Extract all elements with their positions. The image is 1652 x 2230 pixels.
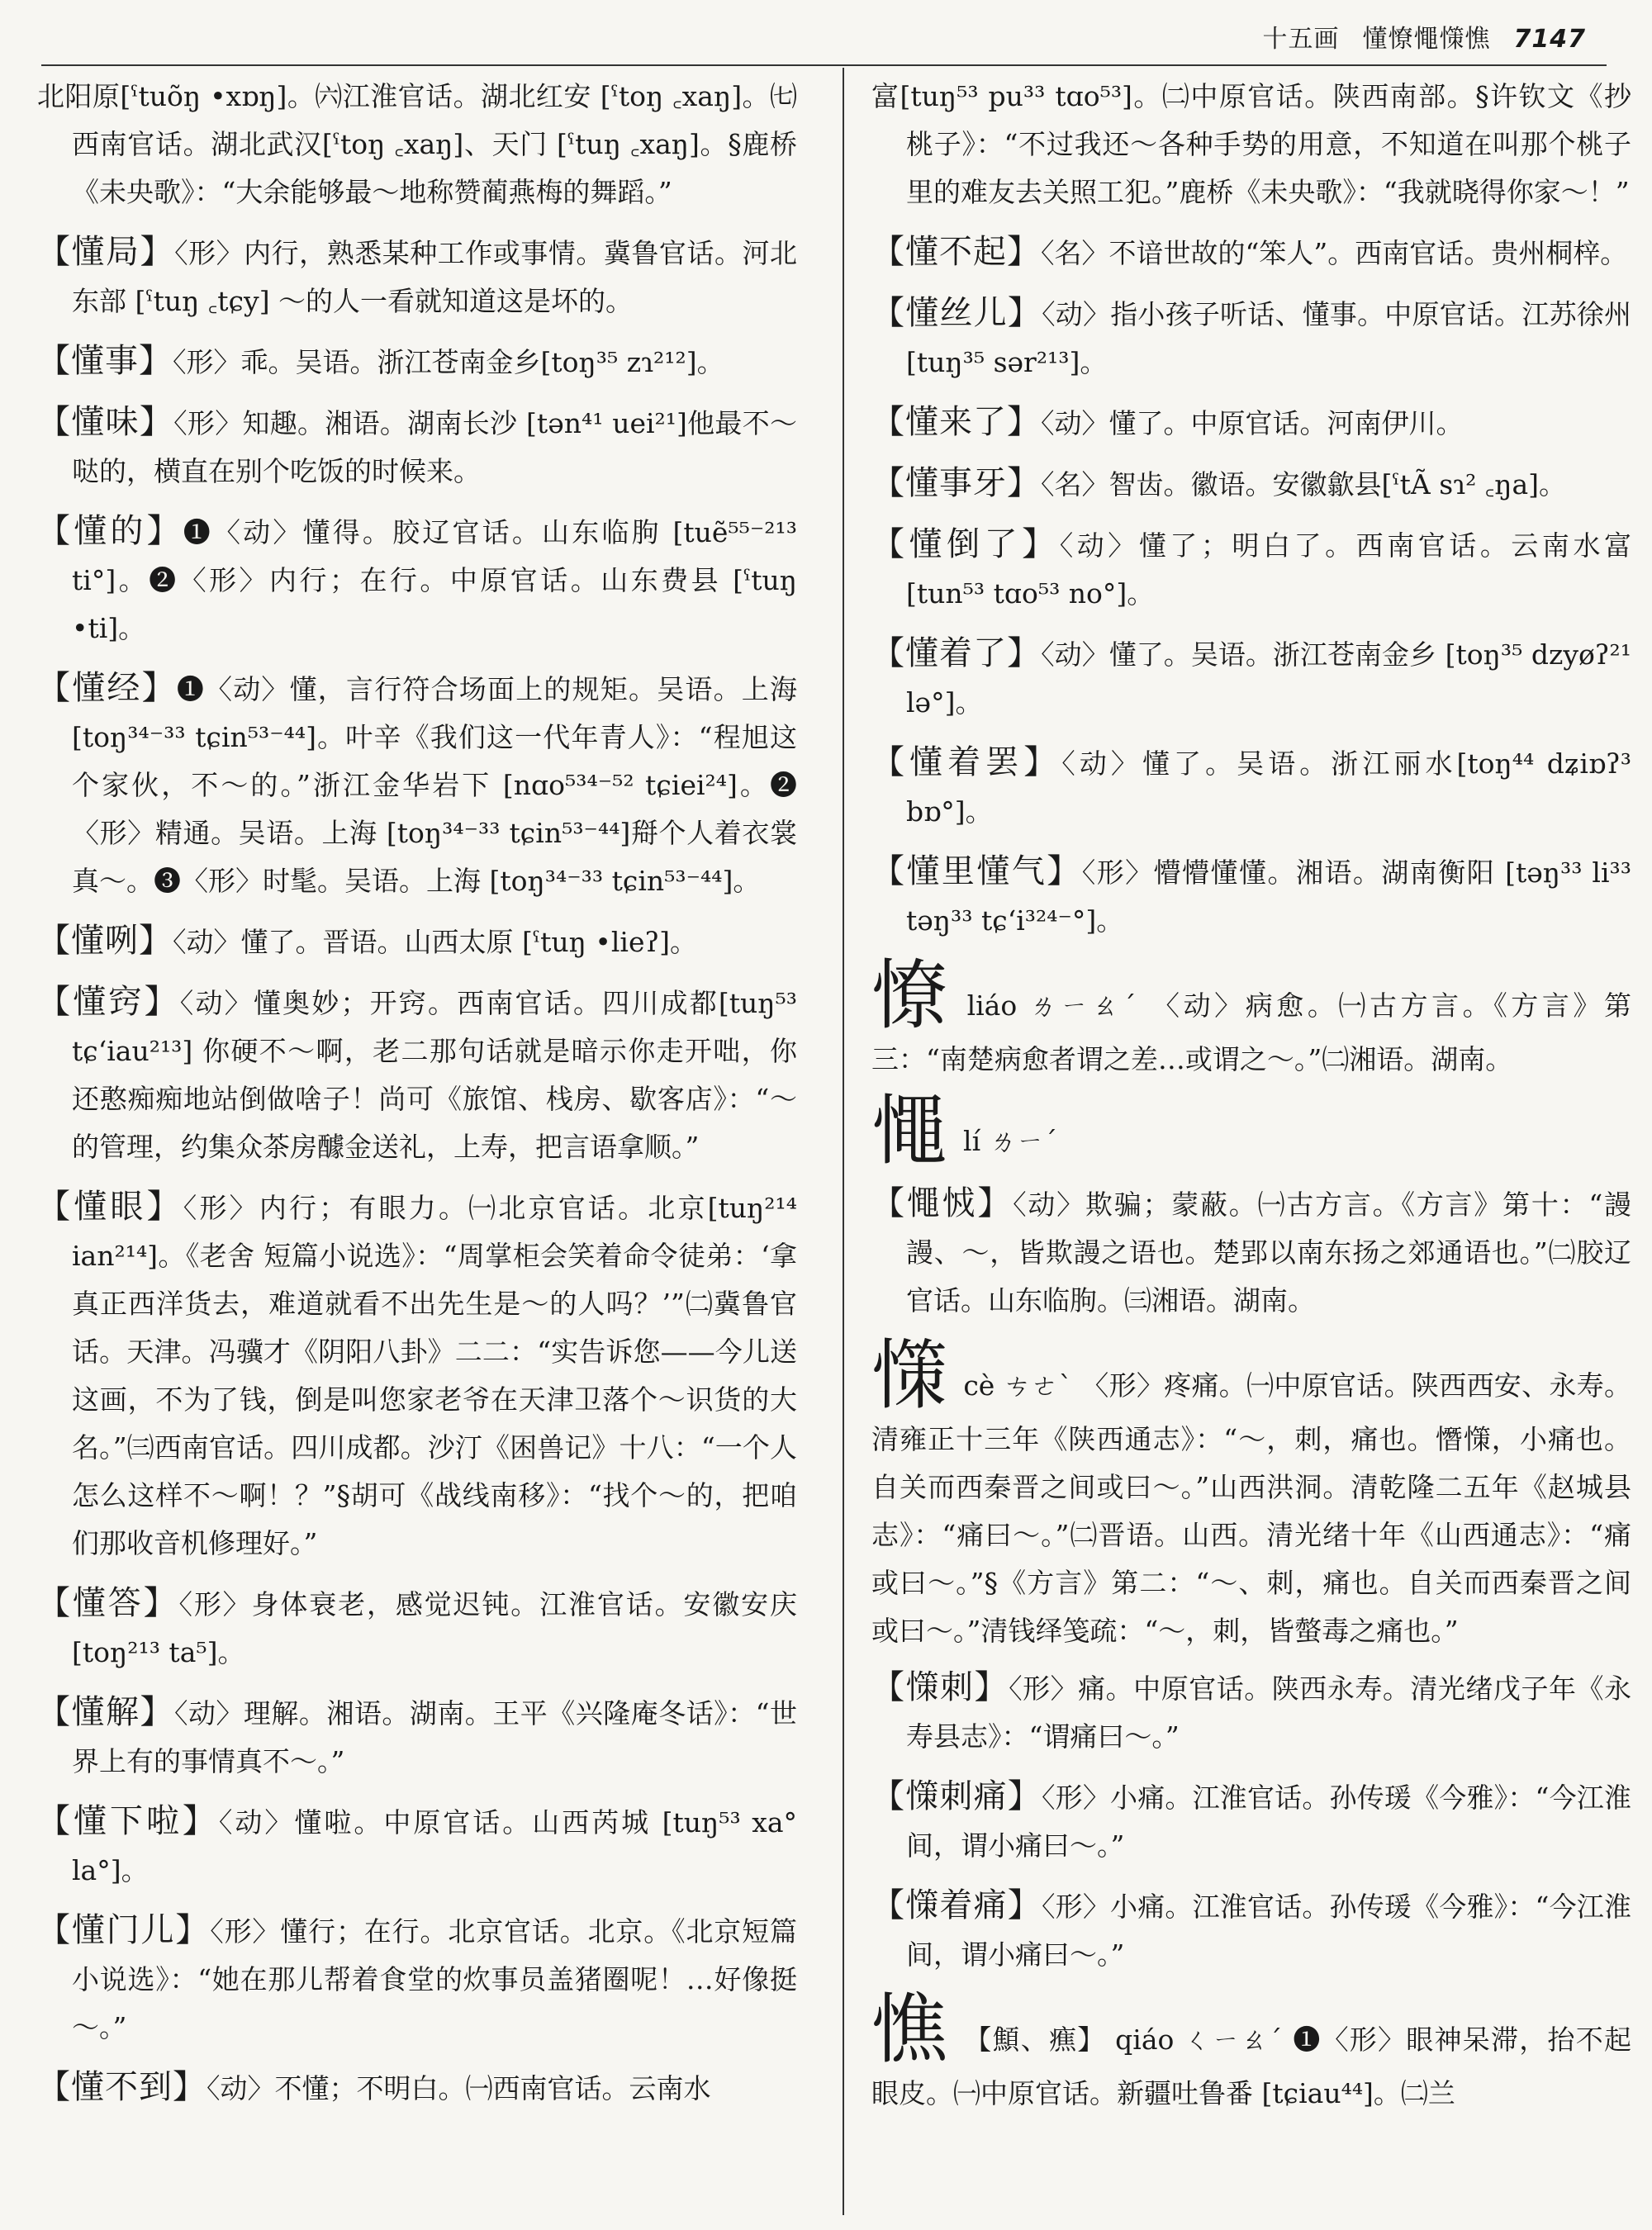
- entry-text: lí ㄌㄧˊ: [963, 1125, 1058, 1157]
- head-character: 憡: [871, 1331, 949, 1420]
- dictionary-entry: [37, 1797, 797, 1895]
- entry-headword: 【憴㤜】: [871, 1184, 1014, 1222]
- entry-headword: 【懂咧】: [37, 922, 173, 960]
- dictionary-entry: [37, 73, 797, 216]
- dictionary-entry: [37, 978, 797, 1171]
- entry-text: 〈动〉懂了。吴语。浙江丽水[toŋ⁴⁴ dʑiɒʔ³ bɒ°]。: [906, 747, 1631, 828]
- entry-text: liáo ㄌㄧㄠˊ 〈动〉病愈。㈠古方言。《方言》第三：“南楚病愈者谓之差…或谓之～。”㈡湘语。湖南。: [871, 989, 1631, 1075]
- entry-text: 〈动〉理解。湘语。湖南。王平《兴隆庵冬话》：“世界上有的事情真不～。”: [72, 1697, 797, 1777]
- character-entry: [871, 1087, 1631, 1175]
- character-entry: [871, 1986, 1631, 2118]
- dictionary-entry: [37, 1688, 797, 1786]
- dictionary-entry: [871, 289, 1631, 387]
- entry-text: 【顦、癄】 qiáo ㄑㄧㄠˊ ❶〈形〉眼神呆滞，抬不起眼皮。㈠中原官话。新疆吐鲁番 [tɕiau⁴⁴]。㈡兰: [871, 2024, 1631, 2109]
- entry-text: 〈形〉小痛。江淮官话。孙传瑗《今雅》：“今江淮间，谓小痛曰～。”: [906, 1891, 1631, 1971]
- entry-text: 〈形〉小痛。江淮官话。孙传瑗《今雅》：“今江淮间，谓小痛曰～。”: [906, 1782, 1631, 1862]
- entry-headword: 【懂里懂气】: [871, 852, 1082, 890]
- dictionary-entry: [871, 1179, 1631, 1325]
- entry-headword: 【懂来了】: [871, 403, 1041, 441]
- entry-headword: 【懂解】: [37, 1693, 174, 1731]
- header-rule: [41, 64, 1607, 66]
- dictionary-entry: [37, 507, 797, 652]
- entry-text: 〈形〉身体衰老，感觉迟钝。江淮官话。安徽安庆 [toŋ²¹³ ta⁵]。: [72, 1588, 797, 1668]
- dictionary-entry: [37, 337, 797, 387]
- head-character: 憴: [871, 1087, 949, 1175]
- entry-headword: 【憡刺痛】: [871, 1777, 1042, 1815]
- dictionary-entry: [37, 1906, 797, 2052]
- dictionary-entry: [871, 1663, 1631, 1761]
- dictionary-entry: [871, 629, 1631, 727]
- entry-headword: 【懂倒了】: [871, 525, 1060, 563]
- entry-headword: 【懂下啦】: [37, 1802, 219, 1840]
- dictionary-entry: [871, 228, 1631, 278]
- dictionary-entry: [871, 73, 1631, 216]
- entry-headword: 【憡着痛】: [871, 1886, 1042, 1924]
- left-column: [37, 73, 797, 2204]
- entry-headword: 【懂眼】: [37, 1188, 183, 1226]
- entry-headword: 【懂事牙】: [871, 464, 1041, 502]
- entry-headword: 【懂事】: [37, 342, 173, 380]
- head-character: 憔: [871, 1986, 950, 2074]
- entry-headword: 【懂丝儿】: [871, 294, 1042, 332]
- dictionary-entry: [37, 917, 797, 966]
- entry-headword: 【懂经】: [37, 669, 177, 707]
- entry-text: 〈动〉懂啦。中原官话。山西芮城 [tuŋ⁵³ xa° la°]。: [72, 1806, 797, 1886]
- header-chars: 懂憭憴憡憔: [1362, 25, 1491, 54]
- entry-headword: 【懂门儿】: [37, 1911, 211, 1949]
- entry-headword: 【懂的】: [37, 512, 183, 550]
- entry-text: 〈形〉内行；有眼力。㈠北京官话。北京[tuŋ²¹⁴ ian²¹⁴]。《老舍 短篇小说选》：“周掌柜会笑着命令徒弟：‘拿真正西洋货去，难道就看不出先生是～的人吗？’”㈡冀鲁官话。天津。冯骥才《阴阳八卦》二二：“实告诉您——今儿送这画，不为了钱，倒是叫您家老爷在天津卫落个～识货的大名。”㈢西南官话。四川成都。沙汀《困兽记》十八：“一个人怎么这样不～啊！？”§胡可《战线南移》：“找个～的，把咱们那收音机修理好。”: [72, 1192, 797, 1559]
- entry-text: ❶〈动〉懂，言行符合场面上的规矩。吴语。上海 [toŋ³⁴⁻³³ tɕin⁵³⁻⁴⁴]。叶辛《我们这一代年青人》：“程旭这个家伙，不～的。”浙江金华岩下 [nɑo⁵³⁴⁻⁵² tɕiei²⁴]。❷〈形〉精通。吴语。上海 [toŋ³⁴⁻³³ tɕin⁵³⁻⁴⁴]搿个人着衣裳真～。❸〈形〉时髦。吴语。上海 [toŋ³⁴⁻³³ tɕin⁵³⁻⁴⁴]。: [72, 673, 797, 897]
- entry-text: 〈形〉知趣。湘语。湖南长沙 [tən⁴¹ uei²¹]他最不～哒的，横直在别个吃饭的时候来。: [72, 407, 797, 487]
- dictionary-entry: [37, 398, 797, 496]
- entry-text: 〈动〉懂奥妙；开窍。西南官话。四川成都[tuŋ⁵³ tɕʻiau²¹³] 你硬不～啊，老二那句话就是暗示你走开咄，你还憨痴痴地站倒做啥子！尚可《旅馆、栈房、歇客店》：“～的管理，约集众茶房醵金送礼，上寿，把言语拿顺。”: [72, 987, 797, 1163]
- entry-headword: 【懂着罢】: [871, 743, 1062, 781]
- head-character: 憭: [871, 951, 952, 1040]
- entry-text: 〈动〉懂了。晋语。山西太原 [ˤtuŋ •lieʔ]。: [173, 926, 698, 958]
- page-header: [1263, 18, 1587, 55]
- column-divider: [843, 68, 844, 2215]
- entry-text: 〈形〉痛。中原官话。陕西永寿。清光绪戊子年《永寿县志》：“谓痛曰～。”: [906, 1672, 1631, 1753]
- dictionary-entry: [37, 1183, 797, 1568]
- entry-headword: 【懂不到】: [37, 2068, 206, 2106]
- dictionary-entry: [871, 459, 1631, 509]
- entry-headword: 【懂窍】: [37, 983, 180, 1021]
- entry-text: 〈动〉懂了。吴语。浙江苍南金乡 [toŋ³⁵ dzyøʔ²¹ lə°]。: [906, 638, 1631, 719]
- dictionary-entry: [871, 738, 1631, 836]
- entry-text: 〈形〉内行，熟悉某种工作或事情。冀鲁官话。河北东部 [ˤtuŋ ꜀tɕy] ～的人一看就知道这是坏的。: [72, 237, 797, 317]
- dictionary-entry: [37, 1579, 797, 1677]
- entry-headword: 【懂着了】: [871, 634, 1042, 672]
- entry-text: 〈动〉指小孩子听话、懂事。中原官话。江苏徐州 [tuŋ³⁵ sər²¹³]。: [906, 298, 1631, 378]
- entry-headword: 【懂局】: [37, 233, 175, 271]
- entry-text: 〈名〉智齿。徽语。安徽歙县[ˤtÃ sɿ² ꜀ŋa]。: [1041, 468, 1567, 501]
- dictionary-entry: [871, 1881, 1631, 1979]
- dictionary-entry: [871, 1772, 1631, 1870]
- dictionary-entry: [871, 520, 1631, 618]
- entry-headword: 【懂答】: [37, 1584, 179, 1622]
- entry-text: cè ㄘㄜˋ 〈形〉疼痛。㈠中原官话。陕西西安、永寿。清雍正十三年《陕西通志》：“～，刺，痛也。憯憡，小痛也。自关而西秦晋之间或曰～。”山西洪洞。清乾隆二五年《赵城县志》：“痛曰～。”㈡晋语。山西。清光绪十年《山西通志》：“痛或曰～。”§《方言》第二：“～、刺，痛也。自关而西秦晋之间或曰～。”清钱绎笺疏：“～，刺，皆螫毒之痛也。”: [871, 1369, 1631, 1647]
- dictionary-entry: [37, 2063, 797, 2113]
- entry-text: ❶〈动〉懂得。胶辽官话。山东临朐 [tuẽ⁵⁵⁻²¹³ ti°]。❷〈形〉内行；在行。中原官话。山东费县 [ˤtuŋ •ti]。: [72, 516, 797, 644]
- dictionary-entry: [871, 847, 1631, 945]
- dictionary-entry: [37, 228, 797, 325]
- page-number: 7147: [1513, 25, 1586, 54]
- right-column: [871, 73, 1631, 2204]
- entry-text: 〈动〉懂了；明白了。西南官话。云南水富 [tun⁵³ tɑo⁵³ no°]。: [906, 529, 1631, 610]
- entry-text: 〈动〉懂了。中原官话。河南伊川。: [1041, 407, 1464, 439]
- entry-text: 〈动〉欺骗；蒙蔽。㈠古方言。《方言》第十：“謾謾、～，皆欺謾之语也。楚郢以南东扬之郊通语也。”㈡胶辽官话。山东临朐。㈢湘语。湖南。: [906, 1189, 1631, 1317]
- entry-text: 〈形〉懂行；在行。北京官话。北京。《北京短篇小说选》：“她在那儿帮着食堂的炊事员盖猪圈呢！…好像挺～。”: [72, 1915, 797, 2043]
- entry-text: 〈形〉懵懵懂懂。湘语。湖南衡阳 [təŋ³³ li³³ təŋ³³ tɕʻi³²⁴⁻°]。: [906, 856, 1631, 937]
- entry-text: 〈动〉不懂；不明白。㈠西南官话。云南水: [206, 2072, 711, 2104]
- character-entry: [871, 1331, 1631, 1655]
- entry-text: 富[tuŋ⁵³ pu³³ tɑo⁵³]。㈡中原官话。陕西南部。§许钦文《抄桃子》：“不过我还～各种手势的用意，不知道在叫那个桃子里的难友去关照工犯。”鹿桥《未央歌》：“我就晓得你家～！”: [871, 80, 1631, 208]
- entry-text: 〈形〉乖。吴语。浙江苍南金乡[toŋ³⁵ zɿ²¹²]。: [173, 346, 724, 378]
- entry-headword: 【懂不起】: [871, 233, 1041, 271]
- entry-text: 北阳原[ˤtuõŋ •xɒŋ]。㈥江淮官话。湖北红安 [ˤtoŋ ꜀xaŋ]。㈦西南官话。湖北武汉[ˤtoŋ ꜀xaŋ]、天门 [ˤtuŋ ꜀xaŋ]。§鹿桥《未央歌》：“大余能够最～地称赞蔺燕梅的舞蹈。”: [37, 80, 797, 208]
- dictionary-entry: [871, 398, 1631, 448]
- entry-headword: 【懂味】: [37, 403, 174, 441]
- character-entry: [871, 951, 1631, 1084]
- dictionary-entry: [37, 664, 797, 905]
- section-label: 十五画: [1262, 25, 1340, 54]
- entry-text: 〈名〉不谙世故的“笨人”。西南官话。贵州桐梓。: [1041, 237, 1628, 269]
- entry-headword: 【憡刺】: [871, 1668, 1009, 1706]
